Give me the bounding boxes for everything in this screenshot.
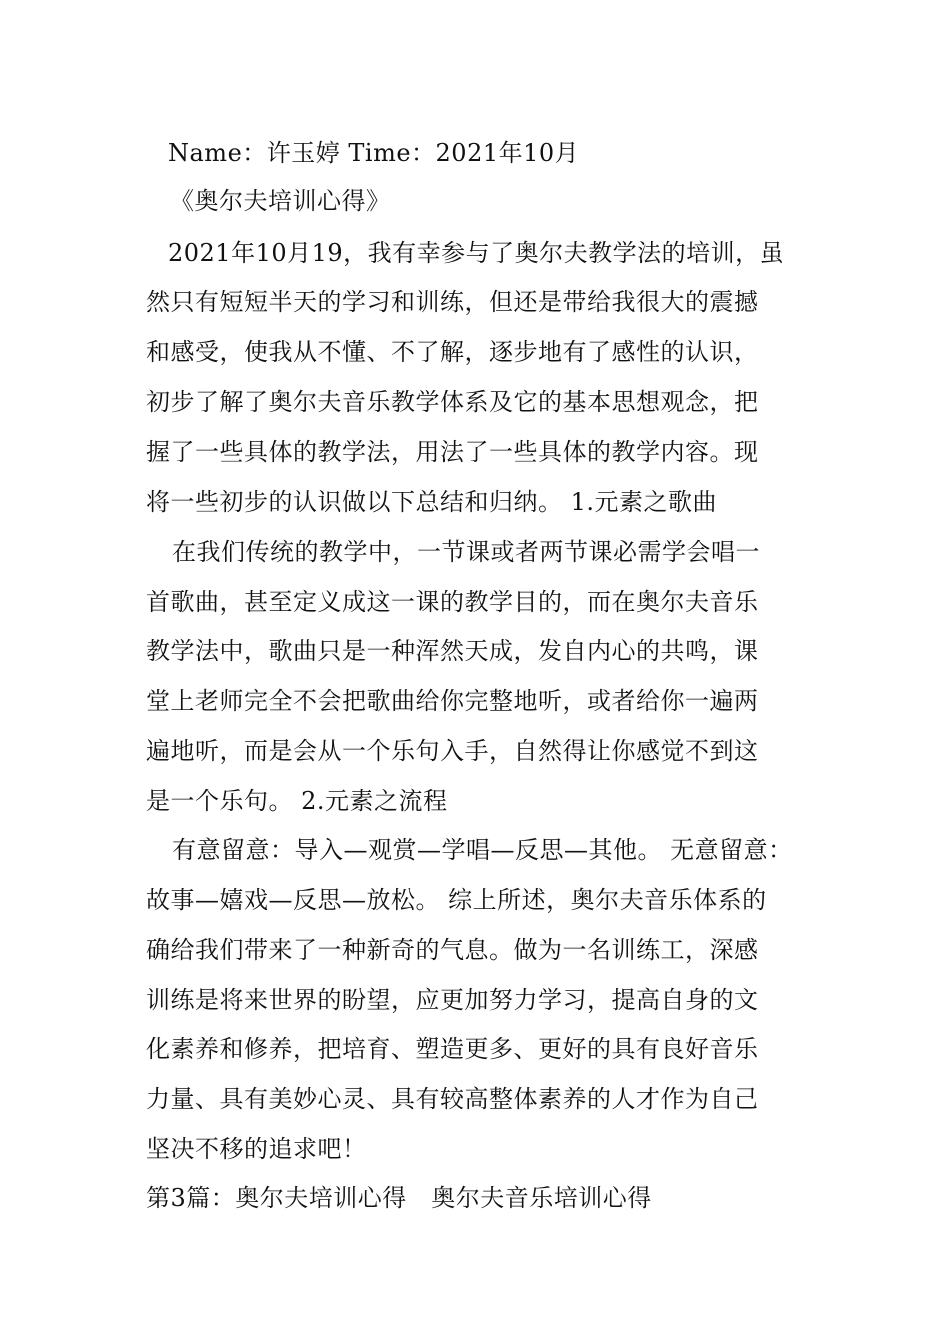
paragraph-line: 首歌曲，甚至定义成这一课的教学目的，而在奥尔夫音乐 — [146, 588, 759, 616]
paragraph-line: 是一个乐句。 2.元素之流程 — [146, 787, 448, 815]
paragraph-line: 化素养和修养，把培育、塑造更多、更好的具有良好音乐 — [146, 1035, 759, 1063]
paragraph-line: 堂上老师完全不会把歌曲给你完整地听，或者给你一遍两 — [146, 687, 759, 715]
paragraph-line: 2021年10月19，我有幸参与了奥尔夫教学法的培训，虽 — [168, 239, 785, 267]
paragraph-line: 和感受，使我从不懂、不了解，逐步地有了感性的认识， — [146, 338, 759, 366]
paragraph-line: 遍地听，而是会从一个乐句入手，自然得让你感觉不到这 — [146, 737, 759, 765]
next-section-heading: 第3篇：奥尔夫培训心得 奥尔夫音乐培训心得 — [146, 1184, 652, 1212]
paragraph-line: 握了一些具体的教学法，用法了一些具体的教学内容。现 — [146, 438, 759, 466]
paragraph-line: 教学法中，歌曲只是一种浑然天成，发自内心的共鸣，课 — [146, 637, 759, 665]
paragraph-line: 将一些初步的认识做以下总结和归纳。 1.元素之歌曲 — [146, 488, 718, 516]
paragraph-line: 在我们传统的教学中，一节课或者两节课必需学会唱一 — [172, 538, 760, 566]
paragraph-line: 然只有短短半天的学习和训练，但还是带给我很大的震撼 — [146, 288, 759, 316]
paragraph-line: 力量、具有美妙心灵、具有较高整体素养的人才作为自己 — [146, 1085, 759, 1113]
paragraph-line: 训练是将来世界的盼望，应更加努力学习，提高自身的文 — [146, 986, 759, 1014]
paragraph-line: 确给我们带来了一种新奇的气息。做为一名训练工，深感 — [146, 936, 759, 964]
paragraph-line: 有意留意：导入—观赏—学唱—反思—其他。 无意留意： — [172, 836, 793, 864]
paragraph-line: 故事—嬉戏—反思—放松。 综上所述，奥尔夫音乐体系的 — [146, 886, 767, 914]
paragraph-line: 初步了解了奥尔夫音乐教学体系及它的基本思想观念，把 — [146, 388, 759, 416]
document-header: Name：许玉婷 Time：2021年10月 — [168, 139, 580, 167]
document-title: 《奥尔夫培训心得》 — [170, 187, 391, 215]
paragraph-line: 坚决不移的追求吧！ — [146, 1135, 367, 1163]
